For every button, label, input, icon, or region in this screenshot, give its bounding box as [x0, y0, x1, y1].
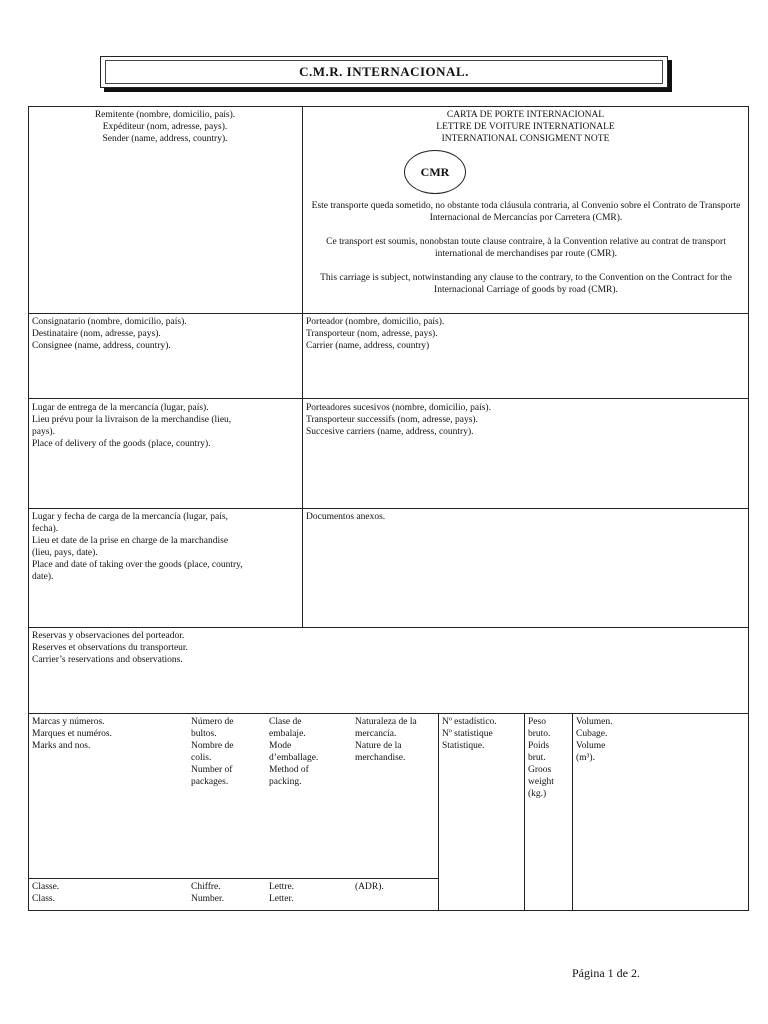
- cmr-logo: CMR: [404, 150, 466, 194]
- packing-line: Method of: [269, 765, 309, 775]
- documents-cell[interactable]: [302, 509, 749, 525]
- convention-es: Este transporte queda sometido, no obstante toda cláusula contraria, al Convenio sobre el Contrato de Transporte Internacional de Mercancías por Carretera (CMR).: [311, 201, 741, 223]
- delivery-line: Place of delivery of the goods (place, country).: [32, 439, 211, 449]
- packages-line: bultos.: [191, 729, 217, 739]
- statistic-line: Nº statistique: [442, 729, 493, 739]
- documents-label: Documentos anexos.: [306, 512, 386, 522]
- volume-line: Volumen.: [576, 717, 613, 727]
- statistic-line: Nº estadístico.: [442, 717, 497, 727]
- weight-cell[interactable]: [524, 714, 572, 802]
- header-en: INTERNATIONAL CONSIGMENT NOTE: [441, 134, 610, 144]
- header-fr: LETTRE DE VOITURE INTERNATIONALE: [436, 122, 615, 132]
- successive-en: Succesive carriers (name, address, country).: [306, 427, 474, 437]
- adr-label-cell[interactable]: [351, 879, 439, 895]
- adr-letter-line: Lettre.: [269, 882, 295, 892]
- sender-en: Sender (name, address, country).: [102, 134, 228, 144]
- loading-line: (lieu, pays, date).: [32, 548, 98, 558]
- weight-line: Poids: [528, 741, 550, 751]
- adr-number-line: Number.: [191, 894, 224, 904]
- packing-line: Clase de: [269, 717, 302, 727]
- consignee-cell[interactable]: [28, 314, 302, 354]
- nature-cell[interactable]: [351, 714, 439, 766]
- loading-line: Place and date of taking over the goods (place, country,: [32, 560, 243, 570]
- adr-label: (ADR).: [355, 882, 384, 892]
- weight-line: (kg.): [528, 789, 547, 799]
- volume-line: Cubage.: [576, 729, 608, 739]
- adr-number-line: Chiffre.: [191, 882, 221, 892]
- convention-text: [306, 198, 746, 310]
- loading-line: Lieu et date de la prise en charge de la marchandise: [32, 536, 229, 546]
- reservations-cell[interactable]: [28, 628, 749, 668]
- adr-class-cell[interactable]: [28, 879, 188, 907]
- consignee-en: Consignee (name, address, country).: [32, 341, 171, 351]
- weight-line: bruto.: [528, 729, 551, 739]
- packages-line: packages.: [191, 777, 229, 787]
- packing-line: embalaje.: [269, 729, 306, 739]
- successive-carriers-cell[interactable]: [302, 400, 749, 440]
- carrier-fr: Transporteur (nom, adresse, pays).: [306, 329, 438, 339]
- convention-en: This carriage is subject, notwinstanding any clause to the contrary, to the Convention on the Contract for the Internacional Carriage of goods by road (CMR).: [320, 273, 732, 295]
- delivery-line: Lugar de entrega de la mercancía (lugar, país).: [32, 403, 209, 413]
- volume-cell[interactable]: [572, 714, 749, 766]
- statistic-line: Statistique.: [442, 741, 485, 751]
- weight-line: Peso: [528, 717, 546, 727]
- consignee-es: Consignatario (nombre, domicilio, país).: [32, 317, 187, 327]
- page-number: Página 1 de 2.: [572, 966, 640, 980]
- adr-letter-line: Letter.: [269, 894, 294, 904]
- volume-line: (m³).: [576, 753, 595, 763]
- header-es: CARTA DE PORTE INTERNACIONAL: [446, 110, 605, 120]
- nature-line: Nature de la: [355, 741, 402, 751]
- successive-es: Porteadores sucesivos (nombre, domicilio, país).: [306, 403, 491, 413]
- sender-es: Remitente (nombre, domicilio, país).: [94, 110, 236, 120]
- weight-line: Groos: [528, 765, 552, 775]
- row-divider: [28, 398, 749, 399]
- marks-line: Marks and nos.: [32, 741, 91, 751]
- packages-line: Nombre de: [191, 741, 234, 751]
- packages-cell[interactable]: [187, 714, 267, 790]
- nature-line: merchandise.: [355, 753, 406, 763]
- carrier-es: Porteador (nombre, domicilio, país).: [306, 317, 445, 327]
- packages-line: Número de: [191, 717, 234, 727]
- nature-line: mercancía.: [355, 729, 397, 739]
- packing-line: Mode: [269, 741, 292, 751]
- delivery-line: pays).: [32, 427, 55, 437]
- loading-line: date).: [32, 572, 54, 582]
- reservations-en: Carrier’s reservations and observations.: [32, 655, 183, 665]
- delivery-line: Lieu prévu pour la livraison de la merchandise (lieu,: [32, 415, 232, 425]
- packages-line: Number of: [191, 765, 233, 775]
- statistic-cell[interactable]: [438, 714, 524, 754]
- reservations-fr: Reserves et observations du transporteur.: [32, 643, 188, 653]
- sender-cell[interactable]: [28, 107, 302, 147]
- marks-line: Marcas y números.: [32, 717, 105, 727]
- adr-class-line: Classe.: [32, 882, 60, 892]
- carrier-cell[interactable]: [302, 314, 749, 354]
- adr-class-line: Class.: [32, 894, 55, 904]
- marks-cell[interactable]: [28, 714, 188, 754]
- adr-letter-cell[interactable]: [265, 879, 353, 907]
- loading-line: fecha).: [32, 524, 59, 534]
- volume-line: Volume: [576, 741, 606, 751]
- adr-number-cell[interactable]: [187, 879, 267, 907]
- reservations-es: Reservas y observaciones del porteador.: [32, 631, 185, 641]
- packing-line: packing.: [269, 777, 302, 787]
- delivery-cell[interactable]: [28, 400, 302, 452]
- weight-line: weight: [528, 777, 554, 787]
- consignment-header: [302, 107, 749, 147]
- weight-line: brut.: [528, 753, 546, 763]
- title-box: [100, 56, 668, 88]
- packages-line: colis.: [191, 753, 212, 763]
- successive-fr: Transporteur successifs (nom, adresse, pays).: [306, 415, 478, 425]
- nature-line: Naturaleza de la: [355, 717, 417, 727]
- packing-cell[interactable]: [265, 714, 353, 790]
- packing-line: d’emballage.: [269, 753, 319, 763]
- marks-line: Marques et numéros.: [32, 729, 112, 739]
- sender-fr: Expéditeur (nom, adresse, pays).: [102, 122, 228, 132]
- page-title: C.M.R. INTERNACIONAL.: [105, 60, 663, 84]
- loading-line: Lugar y fecha de carga de la mercancía (lugar, país,: [32, 512, 228, 522]
- col-divider: [302, 106, 303, 627]
- loading-cell[interactable]: [28, 509, 302, 585]
- consignee-fr: Destinataire (nom, adresse, pays).: [32, 329, 161, 339]
- carrier-en: Carrier (name, address, country): [306, 341, 430, 351]
- convention-fr: Ce transport est soumis, nonobstan toute clause contraire, à la Convention relative au contrat de transport international de merchandises par route (CMR).: [326, 237, 726, 259]
